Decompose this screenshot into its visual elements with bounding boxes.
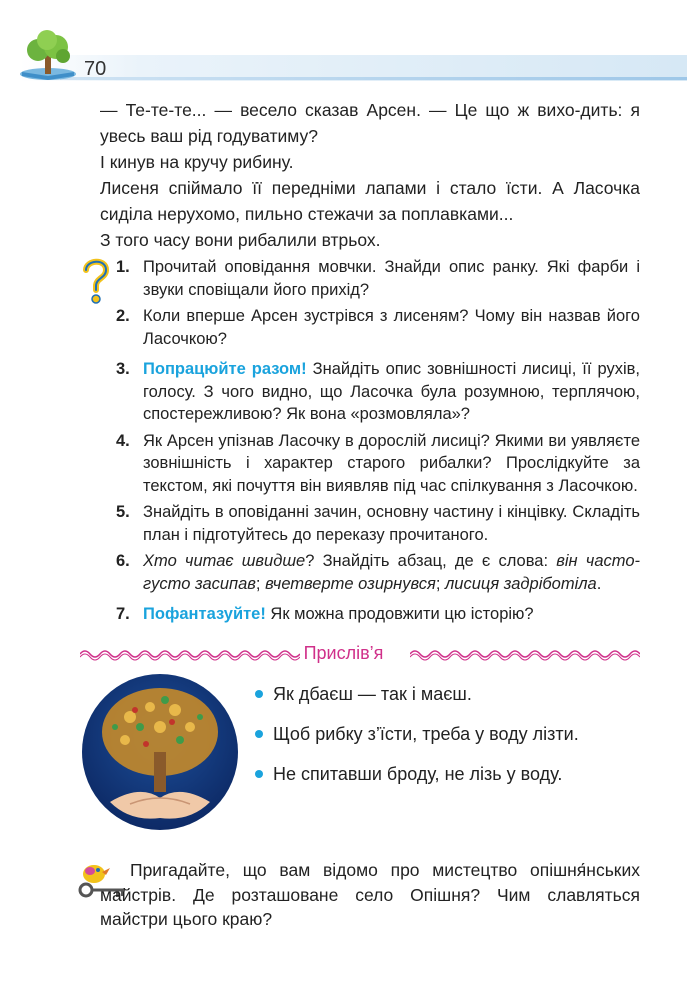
question-text: Знайдіть в оповіданні зачин, основну частину і кінцівку. Складіть план і підготуйтесь до переказу прочитаного. <box>143 503 640 544</box>
question-item <box>116 256 640 301</box>
question-number: 6. <box>116 552 130 570</box>
question-item <box>116 430 640 498</box>
question-item <box>116 501 640 546</box>
book-tree-icon <box>16 30 80 82</box>
proverbs-list <box>255 682 655 802</box>
separator: ; <box>255 574 266 593</box>
question-end: . <box>596 574 602 593</box>
quote-phrase: він часто-густо засипав <box>143 552 640 593</box>
quote-phrase: лисиця задріботіла <box>445 574 597 593</box>
question-number: 2. <box>116 307 130 325</box>
proverb-item <box>255 762 655 786</box>
tree-of-life-picture <box>80 672 240 832</box>
question-item <box>116 305 640 350</box>
wave-divider-right <box>410 647 640 661</box>
question-italic-lead: Хто читає швидше <box>143 552 306 570</box>
question-mark-icon <box>78 256 114 306</box>
proverb-text: Щоб рибку з’їсти, треба у воду лізти. <box>273 724 579 744</box>
separator: ; <box>435 574 445 593</box>
bullet-icon <box>255 690 263 698</box>
question-highlight: Попрацюйте разом! <box>143 360 307 378</box>
quote-phrase: вчетверте озирнувся <box>265 574 436 593</box>
proverb-item <box>255 722 655 746</box>
story-paragraph: Лисеня спіймало її передніми лапами і стало їсти. А Ласочка сиділа нерухомо, пильно стежачи за поплавками... <box>100 178 640 224</box>
final-task-text: Пригадайте, що вам відомо про мистецтво опішня́нських майстрів. Де розташоване село Опішня? Чим славляться майстри цього краю? <box>100 860 640 929</box>
story-paragraph: З того часу вони рибалили втрьох. <box>100 230 381 250</box>
question-number: 1. <box>116 258 130 276</box>
page-number: 70 <box>84 58 107 80</box>
header-line <box>60 77 687 80</box>
question-number: 3. <box>116 360 130 378</box>
question-number: 7. <box>116 605 130 623</box>
question-text: Прочитай оповідання мовчки. Знайди опис ранку. Які фарби і звуки сповіщали його прихід? <box>143 258 640 299</box>
question-text: Як Арсен упізнав Ласочку в дорослій лисиці? Якими ви уявляєте зовнішність і характер старого рибалки? Прослідкуйте за текстом, які почуття він виявляв під час спілкування з Ласочкою. <box>143 431 640 495</box>
question-item <box>116 358 640 426</box>
question-text: Коли вперше Арсен зустрівся з лисеням? Чому він назвав його Ласочкою? <box>143 307 640 348</box>
story-text <box>100 97 640 253</box>
proverb-text: Як дбаєш — так і маєш. <box>273 684 472 704</box>
story-paragraph: — Те-те-те... — весело сказав Арсен. — Це що ж вихо-дить: я увесь ваш рід годуватиму? <box>100 100 640 146</box>
questions-list <box>116 256 640 630</box>
header-bar <box>20 55 687 81</box>
bullet-icon <box>255 770 263 778</box>
bullet-icon <box>255 730 263 738</box>
question-text: Як можна продовжити цю історію? <box>265 605 534 623</box>
question-highlight: Пофантазуйте! <box>143 605 266 623</box>
story-paragraph: І кинув на кручу рибину. <box>100 152 294 172</box>
proverb-text: Не спитавши броду, не лізь у воду. <box>273 764 563 784</box>
question-item <box>116 603 640 626</box>
question-item <box>116 550 640 595</box>
question-text: ? Знайдіть абзац, де є слова: <box>305 552 557 570</box>
question-number: 5. <box>116 503 130 521</box>
proverb-item <box>255 682 655 706</box>
question-number: 4. <box>116 431 130 450</box>
proverbs-title: Прислів’я <box>303 643 384 663</box>
question-text: Знайдіть опис зовнішності лисиці, її рухів, голосу. З чого видно, що Ласочка була розумною, терплячою, спостережливою? Як вона «розмовляла»? <box>143 360 640 423</box>
